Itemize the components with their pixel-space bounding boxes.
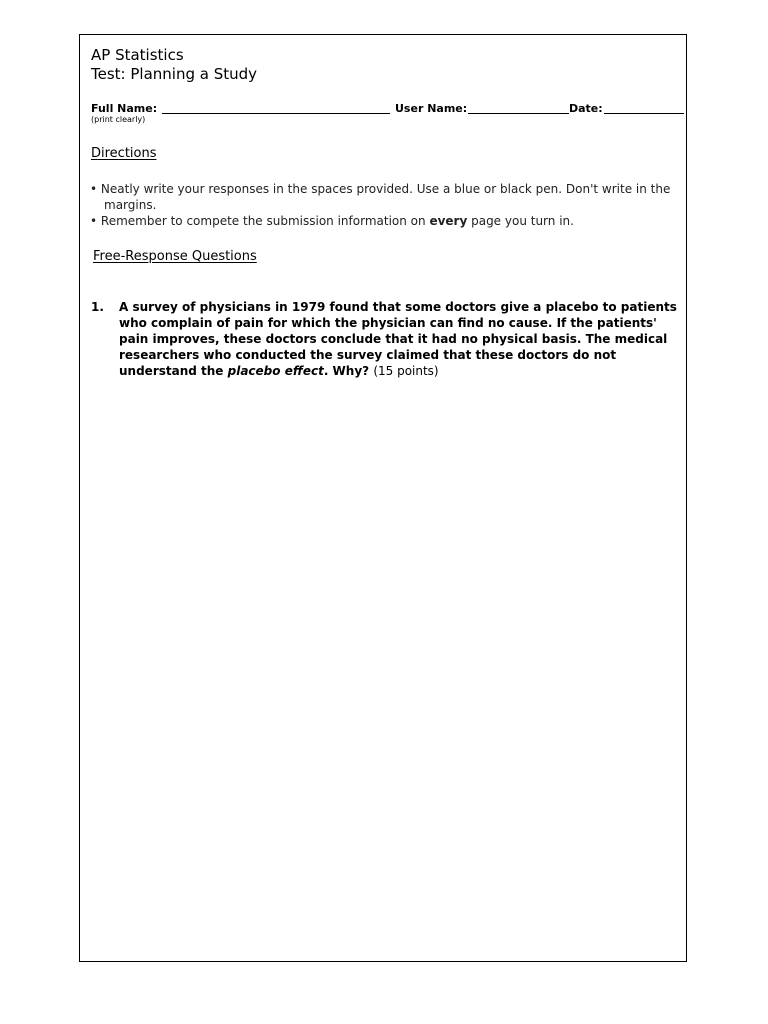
- test-title: Test: Planning a Study: [91, 65, 258, 83]
- question-text: A survey of physicians in 1979 found that some doctors give a placebo to patients who complain of pain for which the physician can find no cause. If the patients' pain improves, these doctors conclude that it had no physical basis. The medical researchers who conducted the survey claimed that these doctors do not understand the placebo effect. Why? (15 points): [119, 300, 677, 378]
- full-name-field[interactable]: [162, 113, 390, 114]
- print-clearly-note: (print clearly): [91, 115, 146, 124]
- date-label: Date:: [569, 102, 603, 115]
- answer-space[interactable]: [91, 395, 675, 945]
- directions-list: [90, 181, 682, 229]
- course-title: AP Statistics: [91, 46, 184, 64]
- question-points: (15 points): [373, 364, 439, 378]
- submission-info-row: [91, 102, 685, 122]
- date-field[interactable]: [604, 113, 684, 114]
- direction-item: • Remember to compete the submission information on every page you turn in.: [90, 214, 574, 228]
- title-block: [91, 46, 257, 84]
- page-frame: [79, 34, 687, 962]
- user-name-field[interactable]: [468, 113, 569, 114]
- full-name-label: Full Name:: [91, 102, 158, 115]
- free-response-heading: Free-Response Questions: [93, 249, 257, 264]
- direction-item: • Neatly write your responses in the spaces provided. Use a blue or black pen. Don't write in the margins.: [90, 182, 671, 212]
- directions-heading: Directions: [91, 146, 157, 161]
- user-name-label: User Name:: [395, 102, 468, 115]
- question-number: 1.: [91, 300, 104, 314]
